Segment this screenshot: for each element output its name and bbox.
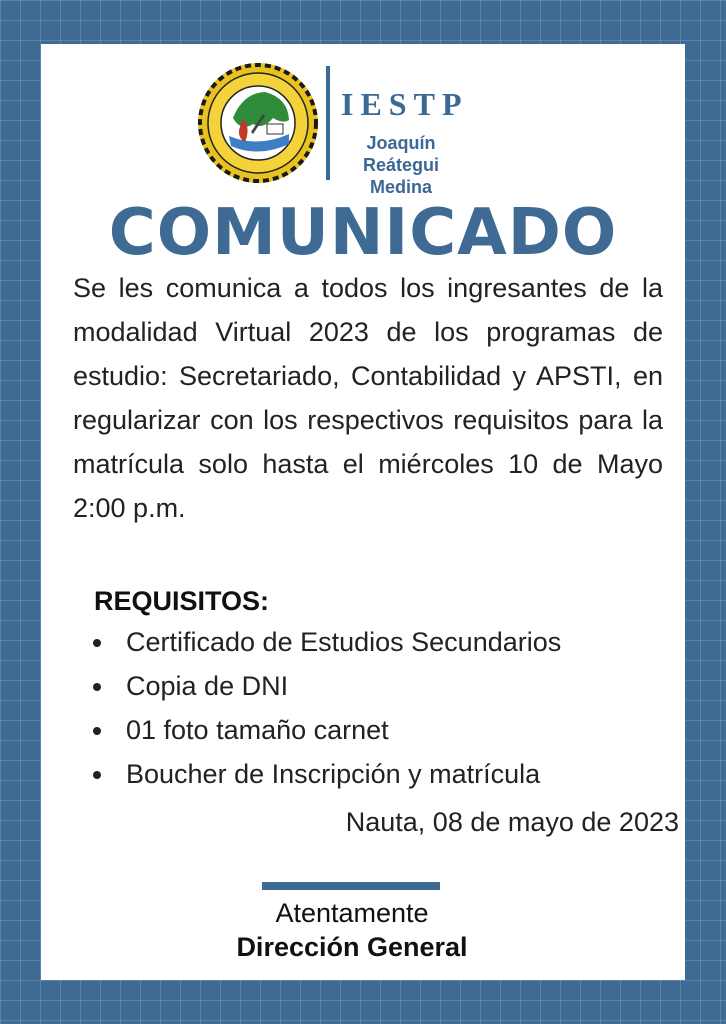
institute-acronym: IESTP — [341, 86, 469, 122]
bullet-icon — [93, 639, 101, 647]
bullet-icon — [93, 683, 101, 691]
requirement-text: Certificado de Estudios Secundarios — [126, 627, 562, 657]
signature-closing: Atentamente — [275, 898, 429, 928]
signature-line — [262, 882, 440, 890]
header-divider — [326, 66, 330, 180]
signature-name: Dirección General — [236, 932, 468, 962]
requirement-text: Copia de DNI — [126, 671, 289, 701]
requirement-text: Boucher de Inscripción y matrícula — [126, 759, 541, 789]
institute-seal-logo — [193, 58, 323, 188]
bullet-icon — [93, 771, 101, 779]
announcement-title: COMUNICADO — [108, 196, 618, 270]
requirement-text: 01 foto tamaño carnet — [126, 715, 389, 745]
bullet-icon — [93, 727, 101, 735]
list-item — [93, 752, 561, 796]
requirements-list — [93, 620, 561, 796]
list-item — [93, 620, 561, 664]
requirements-heading: REQUISITOS: — [94, 586, 270, 616]
institute-name: Joaquín Reátegui Medina — [362, 133, 440, 197]
list-item — [93, 708, 561, 752]
place-date: Nauta, 08 de mayo de 2023 — [345, 807, 679, 837]
list-item — [93, 664, 561, 708]
institution-header — [193, 58, 513, 197]
announcement-body: Se les comunica a todos los ingresantes de la modalidad Virtual 2023 de los programas de estudio: Secretariado, Contabilidad y APSTI, en regularizar con los respectivos requisitos para la matrícula solo hasta el miércoles 10 de Mayo 2:00 p.m. — [73, 273, 663, 523]
announcement-card — [41, 44, 685, 980]
